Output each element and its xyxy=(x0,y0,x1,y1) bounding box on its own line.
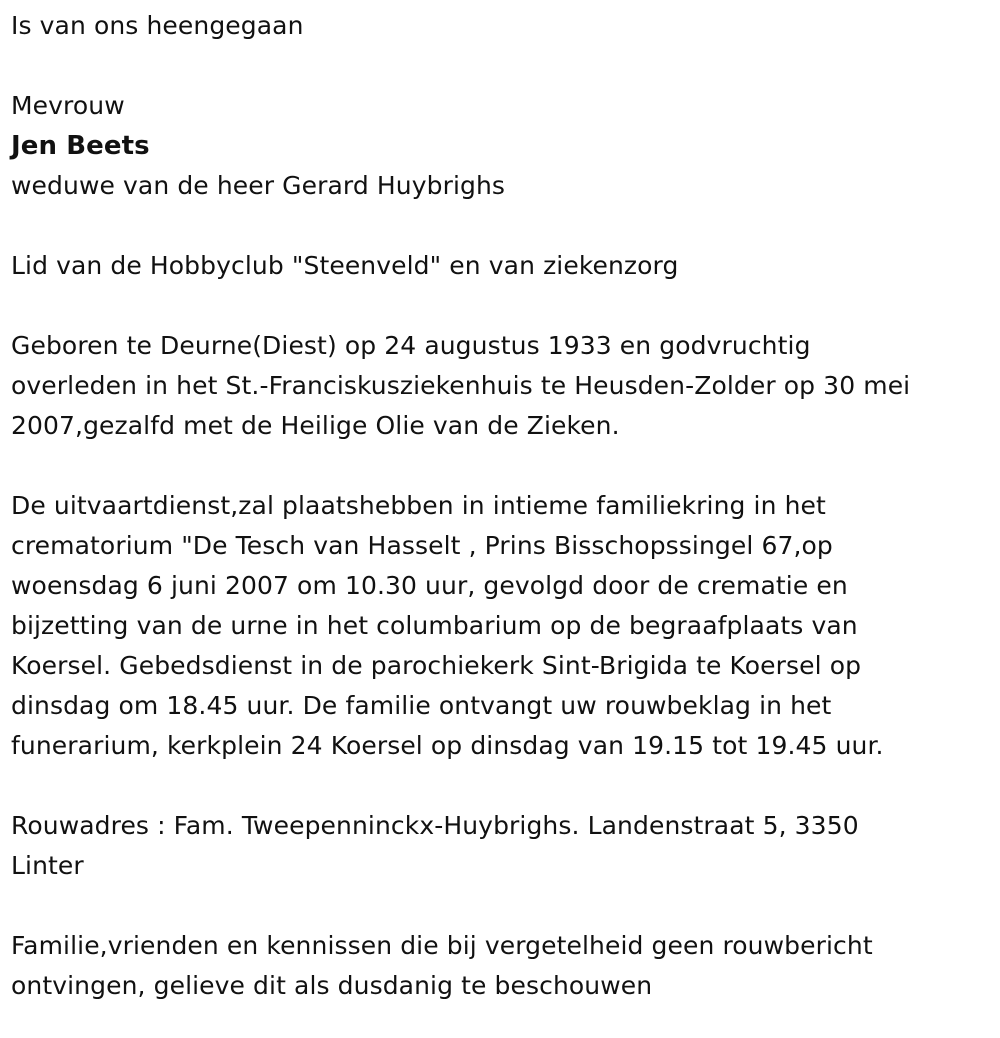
paragraph-line: woensdag 6 juni 2007 om 10.30 uur, gevolgd door de crematie en xyxy=(11,571,848,600)
intro-text: Is van ons heengegaan xyxy=(11,11,304,40)
paragraph-line: crematorium "De Tesch van Hasselt , Prins Bisschopssingel 67,op xyxy=(11,531,833,560)
paragraph-line: overleden in het St.-Franciskusziekenhuis te Heusden-Zolder op 30 mei xyxy=(11,371,911,400)
paragraph-line: 2007,gezalfd met de Heilige Olie van de Zieken. xyxy=(11,411,620,440)
address-paragraph xyxy=(11,806,986,886)
membership-text: Lid van de Hobbyclub "Steenveld" en van ziekenzorg xyxy=(11,251,679,280)
paragraph-line: Rouwadres : Fam. Tweepenninckx-Huybrighs. Landenstraat 5, 3350 xyxy=(11,811,859,840)
paragraph-line: Familie,vrienden en kennissen die bij vergetelheid geen rouwbericht xyxy=(11,931,873,960)
paragraph-line: ontvingen, gelieve dit als dusdanig te beschouwen xyxy=(11,971,653,1000)
paragraph-line: funerarium, kerkplein 24 Koersel op dinsdag van 19.15 tot 19.45 uur. xyxy=(11,731,884,760)
spacer xyxy=(11,446,986,486)
paragraph-line: Linter xyxy=(11,851,84,880)
obituary-notice xyxy=(11,6,986,1006)
funeral-paragraph xyxy=(11,486,986,766)
spacer xyxy=(11,766,986,806)
birth-death-paragraph xyxy=(11,326,986,446)
paragraph-line: dinsdag om 18.45 uur. De familie ontvangt uw rouwbeklag in het xyxy=(11,691,832,720)
paragraph-line: Koersel. Gebedsdienst in de parochiekerk Sint-Brigida te Koersel op xyxy=(11,651,862,680)
paragraph-line: De uitvaartdienst,zal plaatshebben in intieme familiekring in het xyxy=(11,491,826,520)
spacer xyxy=(11,286,986,326)
paragraph-line: bijzetting van de urne in het columbarium op de begraafplaats van xyxy=(11,611,858,640)
paragraph-line: Geboren te Deurne(Diest) op 24 augustus 1933 en godvruchtig xyxy=(11,331,811,360)
closing-paragraph xyxy=(11,926,986,1006)
deceased-name: Jen Beets xyxy=(11,131,150,161)
spacer xyxy=(11,886,986,926)
spacer xyxy=(11,206,986,246)
spacer xyxy=(11,46,986,86)
relation-text: weduwe van de heer Gerard Huybrighs xyxy=(11,171,506,200)
salutation-text: Mevrouw xyxy=(11,91,125,120)
